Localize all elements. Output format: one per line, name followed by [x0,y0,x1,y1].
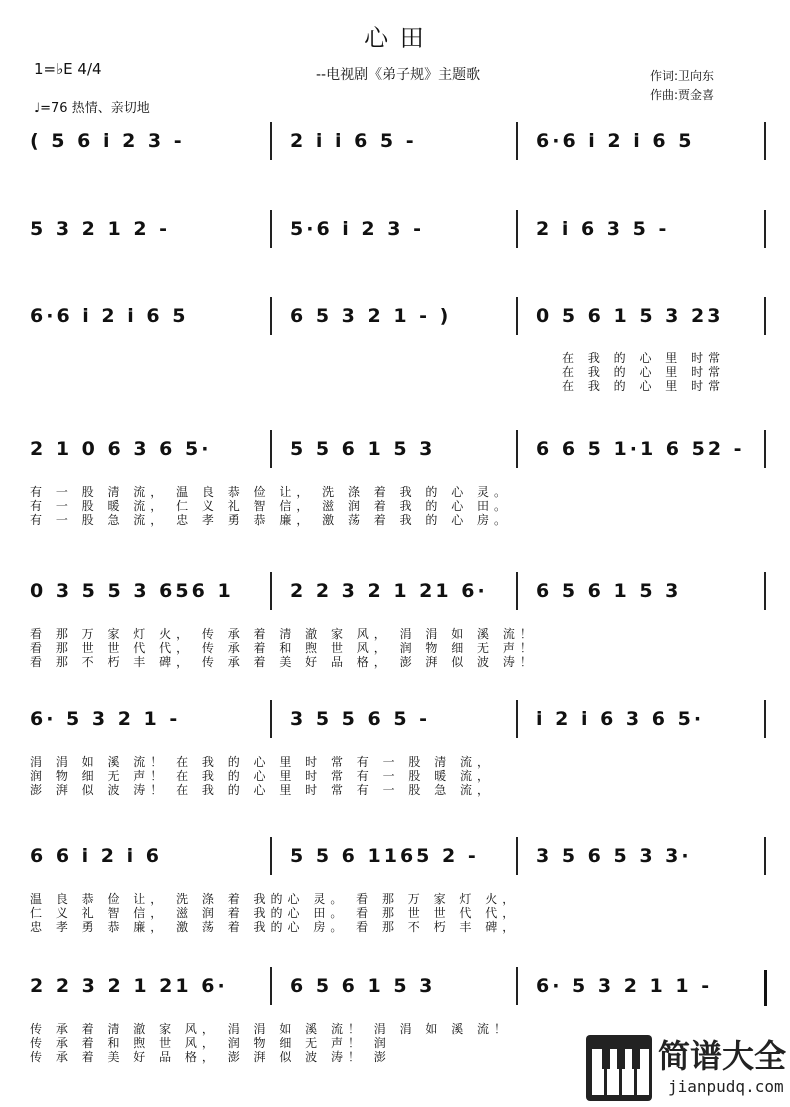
barline [270,210,272,248]
lyricist: 作词:卫向东 [650,69,715,83]
measure-group: 6·6 i 2 i 6 5 [536,130,695,152]
measure-group: 6 5 3 2 1 - ) [290,305,452,327]
lyric-line: 传 承 着 美 好 品 格， 澎 湃 似 波 涛！ 澎 [30,1050,391,1064]
measure-group: 2 i i 6 5 - [290,130,417,152]
barline [516,210,518,248]
lyric-line: 润 物 细 无 声！ 在 我 的 心 里 时 常 有 一 股 暖 流， [30,769,495,783]
lyric-line: 传 承 着 清 澈 家 风， 涓 涓 如 溪 流！ 涓 涓 如 溪 流！ [30,1022,512,1036]
barline [270,967,272,1005]
piano-keys-icon [586,1035,652,1101]
measure-group: 3 5 5 6 5 - [290,708,431,730]
barline [270,837,272,875]
barline [764,122,766,160]
measure-group: 2 2 3 2 1 21 6· [30,975,228,997]
notes-line [0,580,790,606]
notes-line [0,438,790,464]
measure-group: 6 5 6 1 5 3 [290,975,436,997]
measure-group: 2 2 3 2 1 21 6· [290,580,488,602]
measure-group: 6 6 i 2 i 6 [30,845,162,867]
lyric-line: 传 承 着 和 煦 世 风， 润 物 细 无 声！ 润 [30,1036,391,1050]
lyric-line: 涓 涓 如 溪 流！ 在 我 的 心 里 时 常 有 一 股 清 流， [30,755,495,769]
lyric-line: 看 那 万 家 灯 火， 传 承 着 清 澈 家 风， 涓 涓 如 溪 流！ [30,627,537,641]
barline [516,430,518,468]
barline [764,210,766,248]
barline [764,700,766,738]
barline [516,967,518,1005]
barline [764,572,766,610]
measure-group: 5·6 i 2 3 - [290,218,424,240]
measure-group: 5 5 6 1 5 3 [290,438,436,460]
barline [270,700,272,738]
measure-group: i 2 i 6 3 6 5· [536,708,705,730]
notes-line [0,845,790,871]
tempo-marking: ♩=76 热情、亲切地 [34,101,150,116]
logo-url: jianpudq.com [668,1077,784,1096]
notes-line [0,305,790,331]
barline [764,430,766,468]
lyric-line: 在 我 的 心 里 时常 [562,379,726,393]
barline [764,297,766,335]
subtitle: --电视剧《弟子规》主题歌 [316,67,481,83]
barline [516,122,518,160]
measure-group: 5 5 6 1165 2 - [290,845,479,867]
end-barline [764,970,767,1006]
barline [516,837,518,875]
lyric-line: 有 一 股 清 流， 温 良 恭 俭 让， 洗 涤 着 我 的 心 灵。 [30,485,512,499]
logo-text: 简谱大全 [658,1037,787,1075]
measure-group: 6· 5 3 2 1 - [30,708,181,730]
measure-group: 0 5 6 1 5 3 23 [536,305,724,327]
barline [764,837,766,875]
lyric-line: 有 一 股 暖 流， 仁 义 礼 智 信， 滋 润 着 我 的 心 田。 [30,499,512,513]
measure-group: 6 6 5 1·1 6 52 - [536,438,745,460]
lyric-line: 温 良 恭 俭 让， 洗 涤 着 我的心 灵。 看 那 万 家 灯 火， [30,892,520,906]
lyric-line: 仁 义 礼 智 信， 滋 润 着 我的心 田。 看 那 世 世 代 代， [30,906,520,920]
barline [516,297,518,335]
page-title: 心 田 [364,24,426,52]
notes-line [0,218,790,244]
lyric-line: 澎 湃 似 波 涛！ 在 我 的 心 里 时 常 有 一 股 急 流， [30,783,495,797]
measure-group: 6·6 i 2 i 6 5 [30,305,189,327]
barline [270,122,272,160]
notes-line [0,975,790,1001]
composer: 作曲:贾金喜 [650,88,715,102]
notes-line [0,708,790,734]
measure-group: 3 5 6 5 3 3· [536,845,692,867]
lyric-line: 在 我 的 心 里 时常 [562,365,726,379]
lyric-line: 看 那 不 朽 丰 碑， 传 承 着 美 好 品 格， 澎 湃 似 波 涛！ [30,655,537,669]
measure-group: ( 5 6 i 2 3 - [30,130,185,152]
measure-group: 5 3 2 1 2 - [30,218,171,240]
measure-group: 2 i 6 3 5 - [536,218,670,240]
lyric-line: 有 一 股 急 流， 忠 孝 勇 恭 廉， 激 荡 着 我 的 心 房。 [30,513,512,527]
lyric-line: 看 那 世 世 代 代， 传 承 着 和 煦 世 风， 润 物 细 无 声！ [30,641,537,655]
lyric-line: 在 我 的 心 里 时常 [562,351,726,365]
lyric-line: 忠 孝 勇 恭 廉， 激 荡 着 我的心 房。 看 那 不 朽 丰 碑， [30,920,520,934]
site-logo [580,1029,790,1107]
notes-line [0,130,790,156]
barline [516,572,518,610]
barline [516,700,518,738]
barline [270,430,272,468]
measure-group: 2 1 0 6 3 6 5· [30,438,212,460]
measure-group: 6 5 6 1 5 3 [536,580,682,602]
measure-group: 0 3 5 5 3 656 1 [30,580,234,602]
key-signature: 1=♭E 4/4 [34,60,102,78]
barline [270,572,272,610]
barline [270,297,272,335]
measure-group: 6· 5 3 2 1 1 - [536,975,713,997]
